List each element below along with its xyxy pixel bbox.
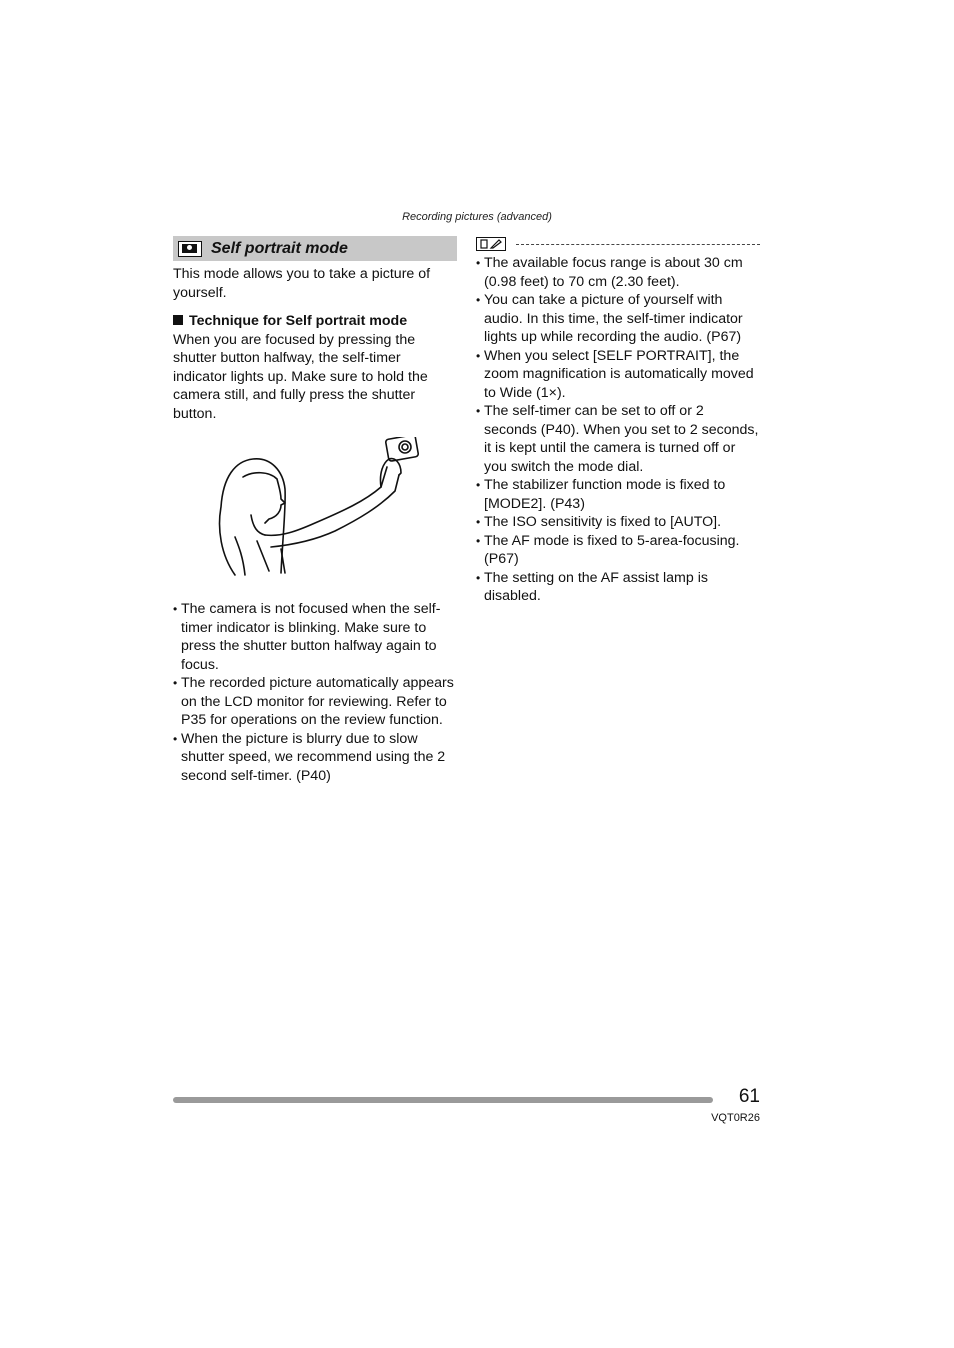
list-item: • The setting on the AF assist lamp is disabled. — [476, 569, 760, 606]
dashed-divider — [516, 244, 760, 245]
technique-heading-text: Technique for Self portrait mode — [189, 313, 408, 329]
list-item: • The recorded picture automatically appears on the LCD monitor for reviewing. Refer to P35 for operations on the review function. — [173, 674, 457, 730]
technique-body: When you are focused by pressing the shutter button halfway, the self-timer indicator lights up. Make sure to hold the camera still, and fully press the shutter button. — [173, 331, 428, 422]
list-item: • The stabilizer function mode is fixed to [MODE2]. (P43) — [476, 476, 760, 513]
list-item: • The available focus range is about 30 cm (0.98 feet) to 70 cm (2.30 feet). — [476, 254, 760, 291]
list-item: • You can take a picture of yourself with audio. In this time, the self-timer indicator lights up while recording the audio. (P67) — [476, 291, 760, 347]
intro-text: This mode allows you to take a picture of yourself. — [173, 266, 431, 301]
right-column — [476, 236, 760, 606]
woman-holding-camera-icon — [173, 437, 457, 587]
self-portrait-mode-icon — [178, 241, 202, 257]
notes-pencil-icon — [476, 237, 506, 251]
list-item: • The ISO sensitivity is fixed to [AUTO]. — [476, 513, 760, 532]
list-item: • When the picture is blurry due to slow shutter speed, we recommend using the 2 second self-timer. (P40) — [173, 730, 457, 786]
list-item: • When you select [SELF PORTRAIT], the zoom magnification is automatically moved to Wide (1×). — [476, 347, 760, 403]
left-notes-list — [173, 600, 457, 785]
list-item: • The AF mode is fixed to 5-area-focusing. (P67) — [476, 532, 760, 569]
list-item: • The self-timer can be set to off or 2 seconds (P40). When you set to 2 seconds, it is kept until the camera is turned off or you switch the mode dial. — [476, 402, 760, 476]
page-number: 61 — [738, 1086, 760, 1107]
section-title: Self portrait mode — [211, 239, 348, 257]
right-notes-list — [476, 254, 760, 606]
model-code: VQT0R26 — [711, 1112, 760, 1124]
footer-rule — [173, 1097, 713, 1103]
list-item: • The camera is not focused when the self-timer indicator is blinking. Make sure to press the shutter button halfway again to focus. — [173, 600, 457, 674]
section-header — [173, 236, 457, 261]
notes-header — [476, 236, 760, 252]
technique-heading — [173, 312, 457, 331]
square-bullet-icon — [173, 315, 183, 325]
running-head: Recording pictures (advanced) — [402, 211, 552, 223]
left-column — [173, 236, 457, 785]
